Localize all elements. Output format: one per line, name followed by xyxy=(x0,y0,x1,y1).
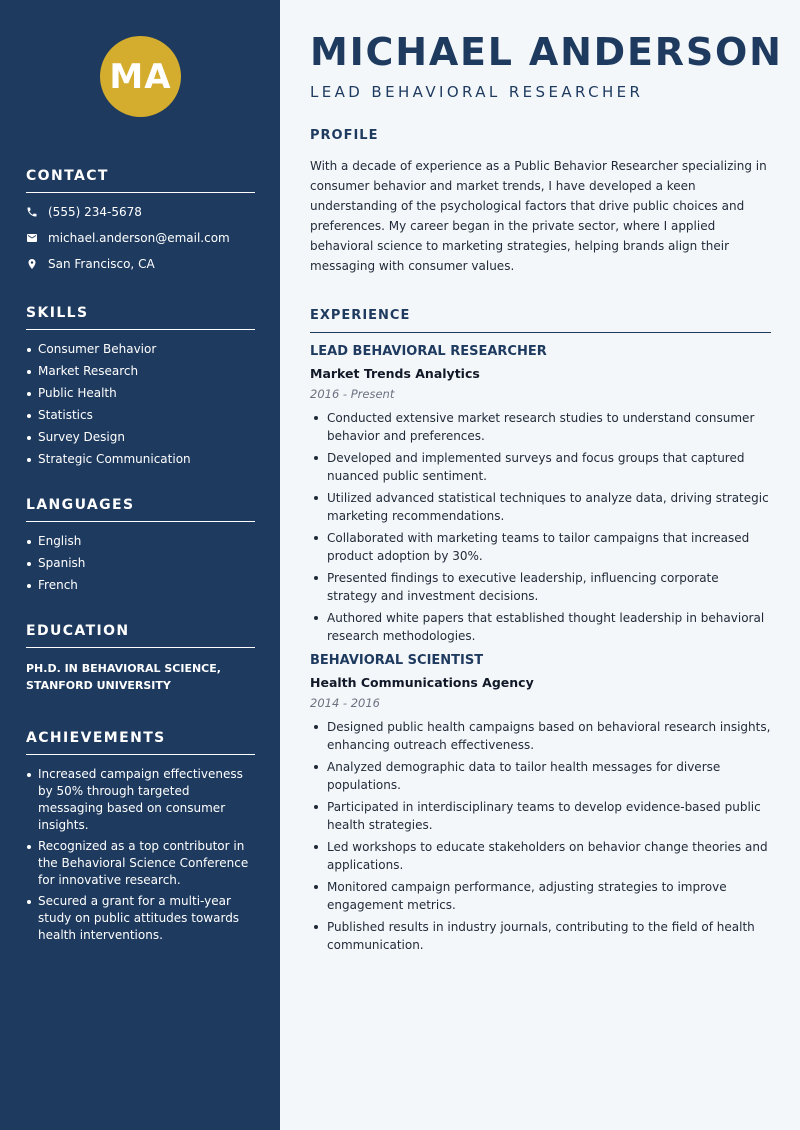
languages-section xyxy=(26,497,255,599)
phone-text: (555) 234-5678 xyxy=(48,205,142,219)
achievements-heading: ACHIEVEMENTS xyxy=(26,730,255,755)
job-title: LEAD BEHAVIORAL RESEARCHER xyxy=(310,344,547,359)
job-bullet: Participated in interdisciplinary teams to develop evidence-based public health strategies. xyxy=(310,798,771,834)
contact-section xyxy=(26,168,255,277)
job-bullet: Presented findings to executive leadership, influencing corporate strategy and investment decisions. xyxy=(310,569,771,605)
job-dates: 2014 - 2016 xyxy=(310,696,380,710)
job-company: Market Trends Analytics xyxy=(310,366,480,381)
job-bullet: Collaborated with marketing teams to tailor campaigns that increased product adoption by 30%. xyxy=(310,529,771,565)
skills-list xyxy=(26,341,255,468)
profile-heading: PROFILE xyxy=(310,128,379,143)
person-title: LEAD BEHAVIORAL RESEARCHER xyxy=(310,83,644,101)
job-bullet: Conducted extensive market research studies to understand consumer behavior and preferences. xyxy=(310,409,771,445)
language-item: English xyxy=(26,533,255,550)
skill-item: Survey Design xyxy=(26,429,255,446)
skill-item: Market Research xyxy=(26,363,255,380)
job-entry xyxy=(310,344,771,645)
contact-phone xyxy=(26,199,255,225)
achievement-item: Recognized as a top contributor in the Behavioral Science Conference for innovative research. xyxy=(26,838,255,889)
education-heading: EDUCATION xyxy=(26,623,255,648)
languages-list xyxy=(26,533,255,594)
avatar-initials: MA xyxy=(109,56,172,97)
job-bullets xyxy=(310,718,771,954)
job-bullets xyxy=(310,409,771,645)
job-bullet: Analyzed demographic data to tailor health messages for diverse populations. xyxy=(310,758,771,794)
contact-location xyxy=(26,251,255,277)
job-bullet: Published results in industry journals, contributing to the field of health communication. xyxy=(310,918,771,954)
languages-heading: LANGUAGES xyxy=(26,497,255,522)
contact-email xyxy=(26,225,255,251)
job-company: Health Communications Agency xyxy=(310,675,534,690)
job-bullet: Designed public health campaigns based on behavioral research insights, enhancing outreach effectiveness. xyxy=(310,718,771,754)
language-item: Spanish xyxy=(26,555,255,572)
profile-section xyxy=(310,128,771,276)
location-text: San Francisco, CA xyxy=(48,257,155,271)
achievements-section xyxy=(26,730,255,948)
mail-icon xyxy=(26,232,48,244)
skills-heading: SKILLS xyxy=(26,305,255,330)
education-degree: PH.D. IN BEHAVIORAL SCIENCE, STANFORD UNIVERSITY xyxy=(26,662,221,692)
profile-text: With a decade of experience as a Public Behavior Researcher specializing in consumer behavior and market trends, I have developed a keen understanding of the psychological factors that drive public choices and preferences. My career began in the private sector, where I applied behavioral science to marketing strategies, helping brands align their messaging with consumer values. xyxy=(310,159,767,273)
experience-section xyxy=(310,308,771,958)
skill-item: Public Health xyxy=(26,385,255,402)
skill-item: Consumer Behavior xyxy=(26,341,255,358)
skills-section xyxy=(26,305,255,473)
achievements-list xyxy=(26,766,255,944)
email-text: michael.anderson@email.com xyxy=(48,231,230,245)
job-bullet: Led workshops to educate stakeholders on behavior change theories and applications. xyxy=(310,838,771,874)
job-bullet: Developed and implemented surveys and focus groups that captured nuanced public sentiment. xyxy=(310,449,771,485)
sidebar xyxy=(0,0,280,1130)
job-title: BEHAVIORAL SCIENTIST xyxy=(310,653,484,668)
job-entry xyxy=(310,653,771,954)
education-section xyxy=(26,623,255,694)
job-bullet: Monitored campaign performance, adjusting strategies to improve engagement metrics. xyxy=(310,878,771,914)
phone-icon xyxy=(26,206,48,218)
person-name: MICHAEL ANDERSON xyxy=(310,30,783,74)
job-bullet: Authored white papers that established thought leadership in behavioral research methodologies. xyxy=(310,609,771,645)
achievement-item: Increased campaign effectiveness by 50% through targeted messaging based on consumer insights. xyxy=(26,766,255,834)
skill-item: Strategic Communication xyxy=(26,451,255,468)
skill-item: Statistics xyxy=(26,407,255,424)
language-item: French xyxy=(26,577,255,594)
job-bullet: Utilized advanced statistical techniques to analyze data, driving strategic marketing recommendations. xyxy=(310,489,771,525)
location-pin-icon xyxy=(26,258,48,270)
avatar xyxy=(100,36,181,117)
job-dates: 2016 - Present xyxy=(310,387,395,401)
achievement-item: Secured a grant for a multi-year study on public attitudes towards health interventions. xyxy=(26,893,255,944)
experience-heading: EXPERIENCE xyxy=(310,308,771,333)
contact-heading: CONTACT xyxy=(26,168,255,193)
